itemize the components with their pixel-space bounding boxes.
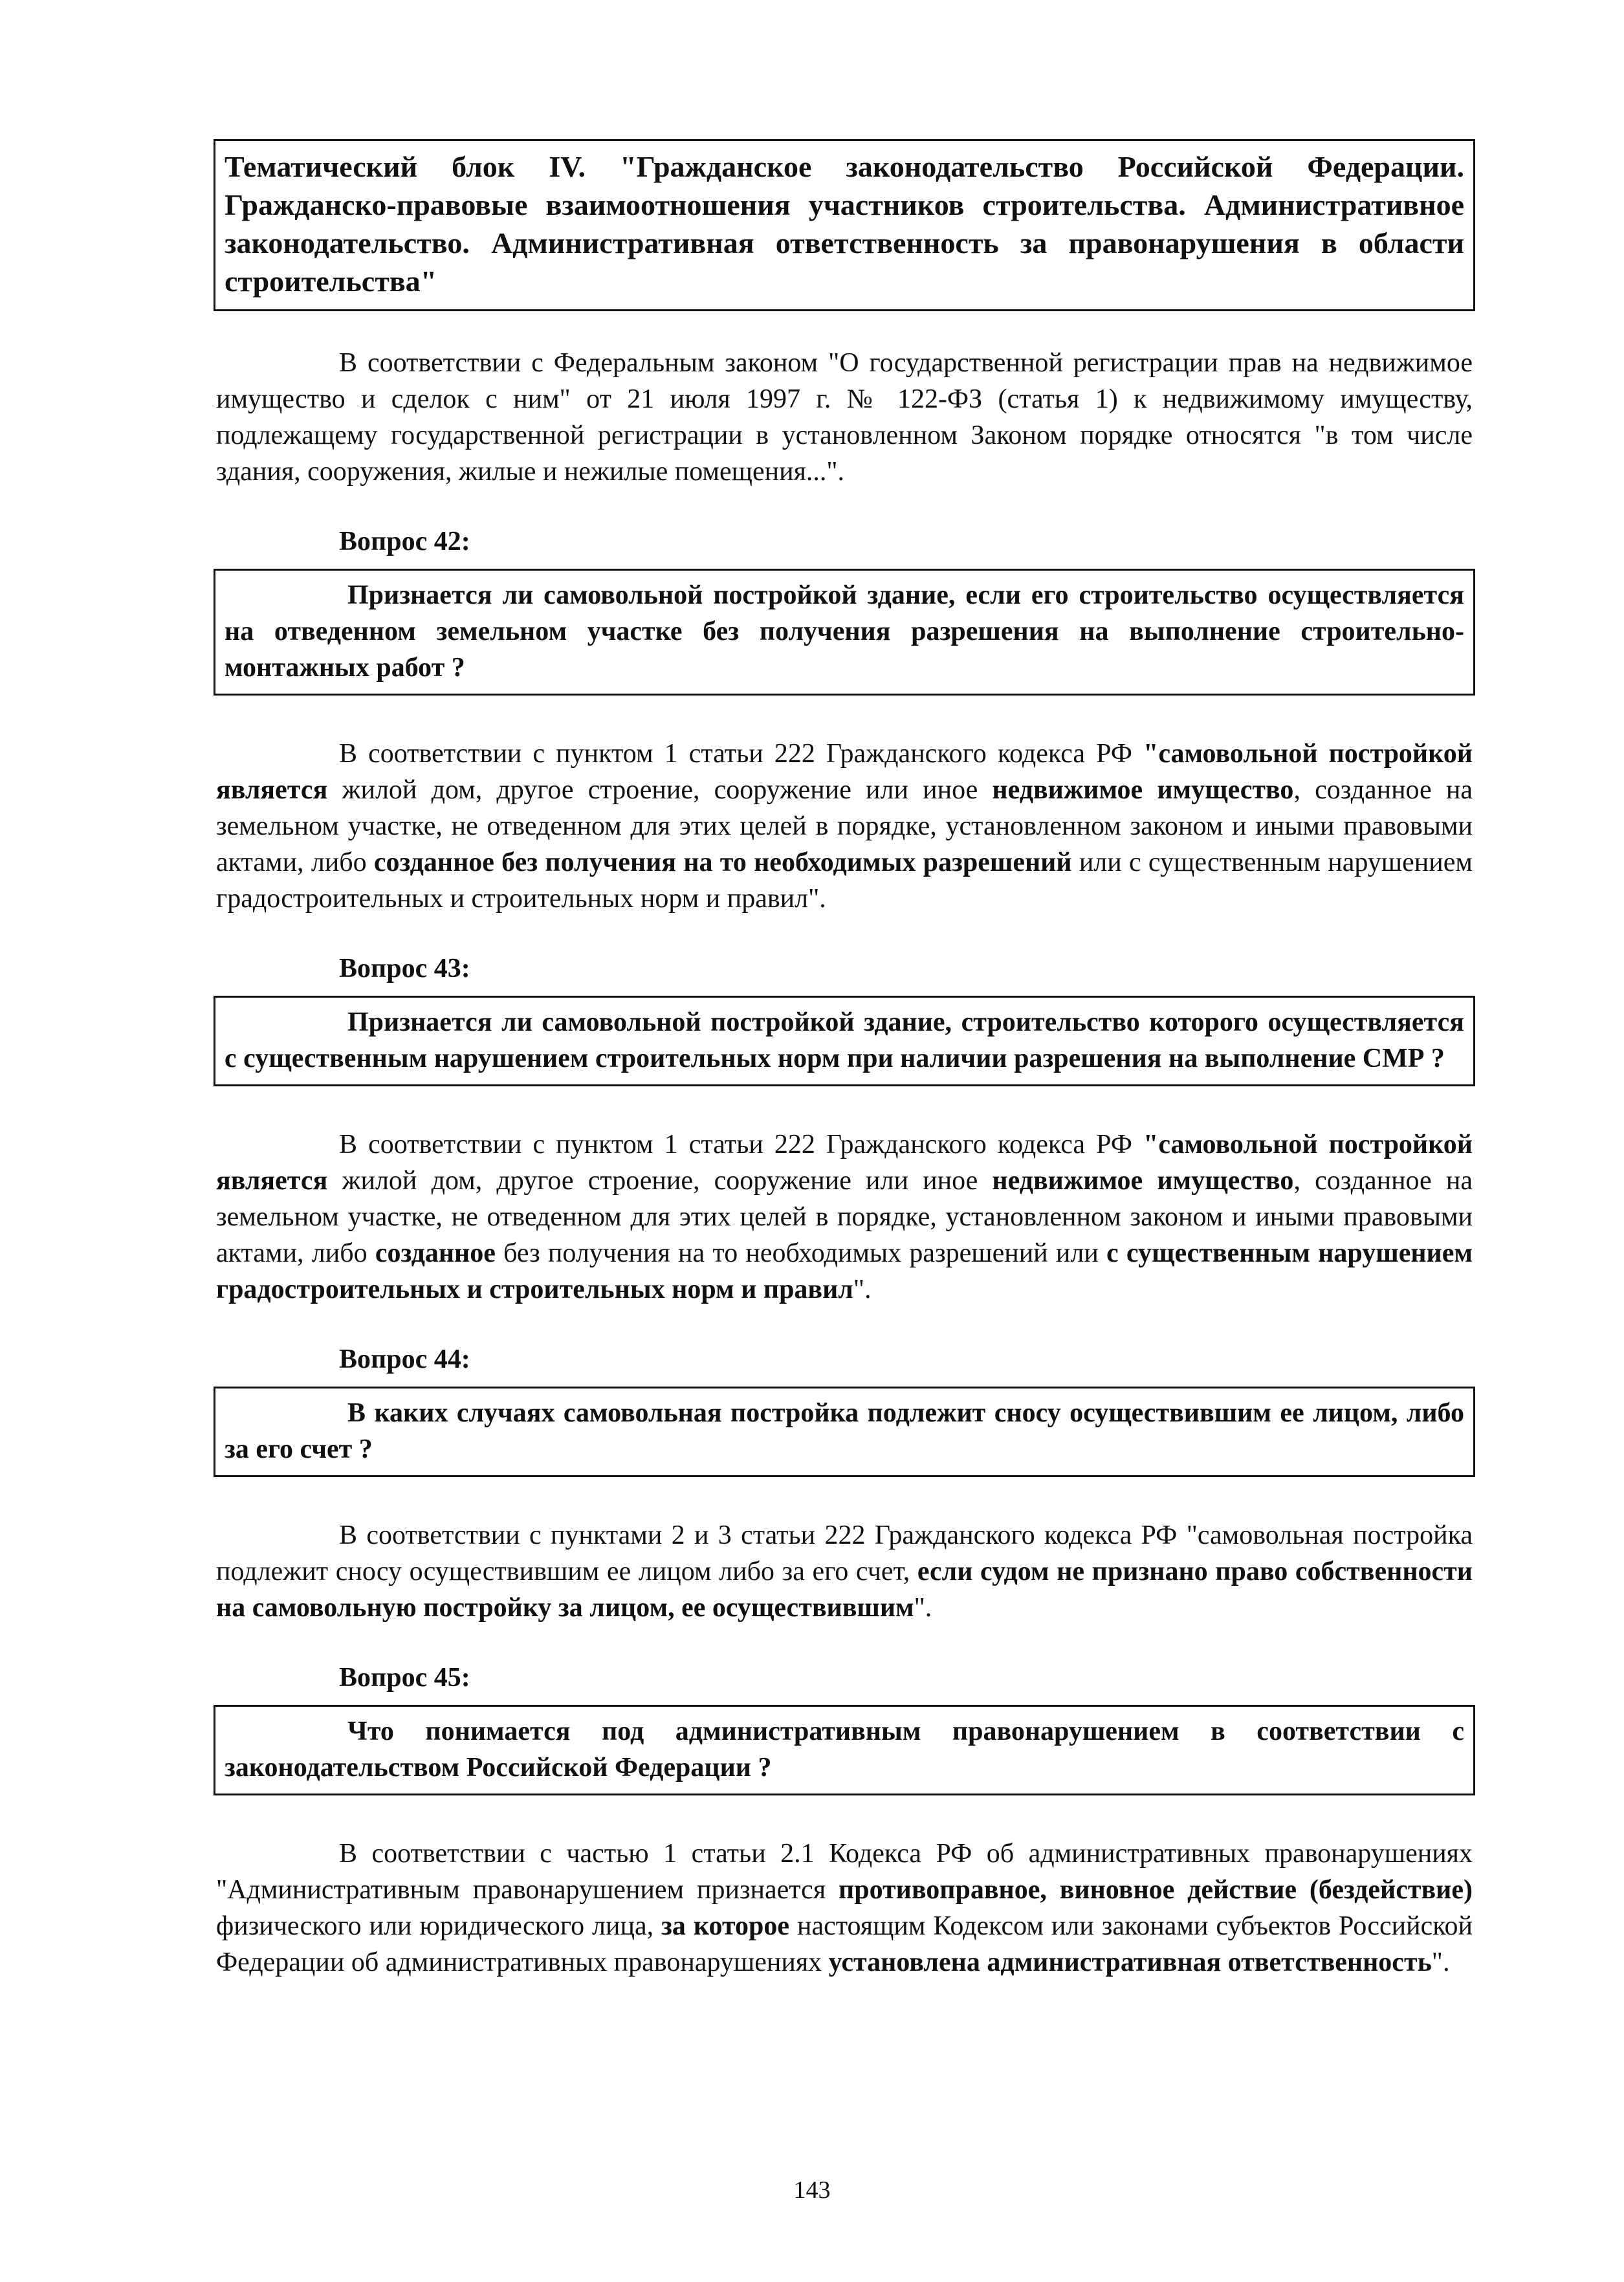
question-43-label: Вопрос 43: [339, 954, 470, 983]
question-42-label: Вопрос 42: [339, 527, 470, 556]
answer-43-text-5: ". [853, 1275, 872, 1304]
answer-42-bold-1: "самовольной постройкой является [216, 739, 1473, 805]
thematic-block-title: Тематический блок IV. "Гражданское законодательство Российской Федерации. Гражданско-правовые взаимоотношения участников строительства. Административное законодательство. Административная ответственность за правонарушения в области строительства" [225, 150, 1464, 298]
question-44-text: В каких случаях самовольная постройка подлежит сносу осуществившим ее лицом, либо за его счет ? [225, 1398, 1464, 1464]
answer-45-paragraph [214, 1836, 1475, 1980]
answer-45-bold-2: за которое [661, 1911, 790, 1941]
answer-45-text-4: ". [1431, 1947, 1450, 1977]
answer-42-text-2: жилой дом, другое строение, сооружение или иное [327, 775, 993, 805]
answer-43-paragraph [214, 1126, 1475, 1308]
question-44-box [214, 1387, 1475, 1477]
answer-43-text-2: жилой дом, другое строение, сооружение или иное [327, 1166, 993, 1196]
question-42-text: Признается ли самовольной постройкой здание, если его строительство осуществляется на отведенном земельном участке без получения разрешения на выполнение строительно-монтажных работ ? [225, 580, 1464, 683]
question-43-box [214, 996, 1475, 1086]
page-content [214, 139, 1475, 1980]
question-43-text: Признается ли самовольной постройкой здание, строительство которого осуществляется с существенным нарушением строительных норм при наличии разрешения на выполнение СМР ? [225, 1007, 1464, 1073]
answer-44-text-1: В соответствии с пунктами 2 и 3 статьи 222 Гражданского кодекса РФ "самовольная постройка подлежит сносу осуществившим ее лицом либо за его счет, [216, 1520, 1473, 1586]
answer-42-bold-2: недвижимое имущество [992, 775, 1294, 805]
answer-44-bold-1: если судом не признано право собственности на самовольную постройку за лицом, ее осуществившим [216, 1557, 1473, 1623]
answer-43-text-3: , созданное на земельном участке, не отведенном для этих целей в порядке, установленном законом и иными правовыми актами, либо [216, 1166, 1473, 1268]
question-44-label: Вопрос 44: [339, 1344, 470, 1374]
answer-43-bold-3: созданное [375, 1238, 496, 1268]
answer-43-bold-1: "самовольной постройкой является [216, 1130, 1473, 1196]
answer-45-text-3: настоящим Кодексом или законами субъектов Российской Федерации об административных правонарушениях [216, 1911, 1473, 1977]
answer-45-text-1: В соответствии с частью 1 статьи 2.1 Кодекса РФ об административных правонарушениях "Административным правонарушением признается [216, 1839, 1473, 1905]
answer-44-paragraph [214, 1517, 1475, 1626]
page-number: 143 [793, 2177, 831, 2204]
answer-43-bold-4: с существенным нарушением градостроительных и строительных норм и правил [216, 1238, 1473, 1304]
question-45-text: Что понимается под административным правонарушением в соответствии с законодательством Российской Федерации ? [225, 1717, 1464, 1783]
intro-paragraph: В соответствии с Федеральным законом "О государственной регистрации прав на недвижимое имущество и сделок с ним" от 21 июля 1997 г. № 122-ФЗ (статья 1) к недвижимому имуществу, подлежащему государственной регистрации в установленном Законом порядке относятся "в том числе здания, сооружения, жилые и нежилые помещения...". [216, 348, 1473, 487]
answer-44-text-2: ". [914, 1593, 932, 1623]
answer-45-bold-1: противоправное, виновное действие (бездействие) [839, 1875, 1473, 1905]
answer-43-text-4: без получения на то необходимых разрешений или [495, 1238, 1107, 1268]
answer-43-text-1: В соответствии с пунктом 1 статьи 222 Гражданского кодекса РФ [339, 1130, 1144, 1159]
answer-42-bold-3: созданное без получения на то необходимых разрешений [373, 848, 1072, 877]
answer-45-bold-3: установлена административная ответственность [828, 1947, 1432, 1977]
question-45-label: Вопрос 45: [339, 1663, 470, 1693]
answer-42-text-4: или с существенным нарушением градостроительных и строительных норм и правил". [216, 848, 1473, 914]
answer-43-bold-2: недвижимое имущество [992, 1166, 1294, 1196]
answer-45-text-2: физического или юридического лица, [216, 1911, 662, 1941]
answer-42-text-1: В соответствии с пунктом 1 статьи 222 Гражданского кодекса РФ [339, 739, 1144, 769]
question-45-box [214, 1705, 1475, 1795]
answer-42-paragraph [214, 736, 1475, 917]
thematic-block-header [214, 139, 1475, 311]
answer-42-text-3: , созданное на земельном участке, не отведенном для этих целей в порядке, установленном законом и иными правовыми актами, либо [216, 775, 1473, 877]
question-42-box [214, 569, 1475, 696]
